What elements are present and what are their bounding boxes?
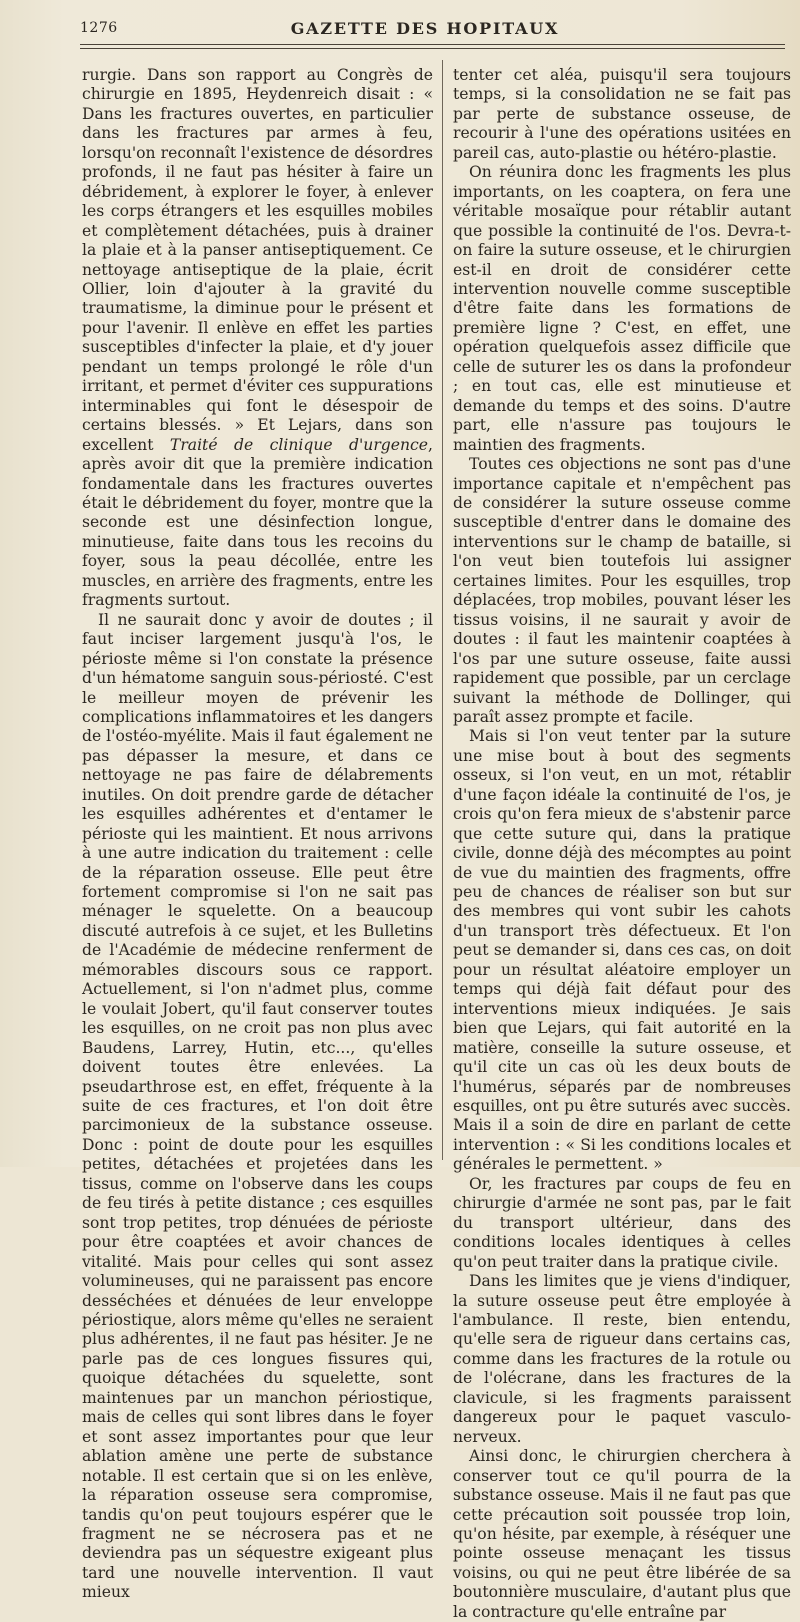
paragraph: Toutes ces objections ne sont pas d'une importance capitale et n'empêchent pas de considérer la suture osseuse comme susceptible d'entrer dans le domaine des interventions sur le champ de bataille, si l'on veut bien toutefois lui assigner certaines limites. Pour les esquilles, trop déplacées, trop mobiles, pouvant léser les tissus voisins, il ne saurait y avoir de doutes : il faut les maintenir coaptées à l'os par une suture osseuse, faite aussi rapidement que possible, par un cerclage suivant la méthode de Dollinger, qui paraît assez prompte et facile. (453, 455, 791, 726)
running-title: GAZETTE DES HOPITAUX (290, 19, 560, 38)
page-header (80, 18, 770, 42)
paragraph: Dans les limites que je viens d'indiquer, la suture osseuse peut être employée à l'ambulance. Il reste, bien entendu, qu'elle sera de rigueur dans certains cas, comme dans les fractures de la rotule ou de l'olécrane, dans les fractures de la clavicule, si les fragments paraissent dangereux pour le paquet vasculo-nerveux. (453, 1272, 791, 1446)
paragraph: On réunira donc les fragments les plus importants, on les coaptera, on fera une véritable mosaïque pour rétablir autant que possible la continuité de l'os. Devra-t-on faire la suture osseuse, et le chirurgien est-il en droit de considérer cette intervention nouvelle comme susceptible d'être faite dans les formations de première ligne ? C'est, en effet, une opération quelquefois assez difficile que celle de suturer les os dans la profondeur ; en tout cas, elle est minutieuse et demande du temps et des soins. D'autre part, elle n'assure pas toujours le maintien des fragments. (453, 163, 791, 454)
paragraph-text: , après avoir dit que la première indication fondamentale dans les fractures ouvertes était le débridement du foyer, montre que la seconde est une désinfection longue, minutieuse, faite dans tous les recoins du foyer, sous la peau décollée, entre les muscles, en arrière des fragments, entre les fragments surtout. (82, 435, 433, 610)
paragraph: tenter cet aléa, puisqu'il sera toujours temps, si la consolidation ne se fait pas par perte de substance osseuse, de recourir à l'une des opérations usitées en pareil cas, auto-plastie ou hétéro-plastie. (453, 66, 791, 162)
left-column (82, 66, 433, 1602)
paragraph-text: rurgie. Dans son rapport au Congrès de chirurgie en 1895, Heydenreich disait : « Dans les fractures ouvertes, en particulier dans les fractures par armes à feu, lorsqu'on reconnaît l'existence de désordres profonds, il ne faut pas hésiter à faire un débridement, à explorer le foyer, à enlever les corps étrangers et les esquilles mobiles et complètement détachées, puis à drainer la plaie et à la panser antiseptiquement. Ce nettoyage antiseptique de la plaie, écrit Ollier, loin d'ajouter à la gravité du traumatisme, la diminue pour le présent et pour l'avenir. Il enlève en effet les parties susceptibles d'infecter la plaie, et d'y jouer pendant un temps prolongé le rôle d'un irritant, et permet d'éviter ces suppurations interminables qui font le désespoir de certains blessés. » Et Lejars, dans son excellent (82, 66, 433, 454)
column-divider (442, 60, 443, 1160)
paragraph: Ainsi donc, le chirurgien cherchera à conserver tout ce qu'il pourra de la substance osseuse. Mais il ne faut pas que cette précaution soit poussée trop loin, qu'on hésite, par exemple, à réséquer une pointe osseuse menaçant les tissus voisins, ou qui ne peut être libérée de sa boutonnière musculaire, d'autant plus que la contracture qu'elle entraîne par (453, 1447, 791, 1621)
paragraph: Mais si l'on veut tenter par la suture une mise bout à bout des segments osseux, si l'on veut, en un mot, rétablir d'une façon idéale la continuité de l'os, je crois qu'on fera mieux de s'abstenir parce que cette suture qui, dans la pratique civile, donne déjà des mécomptes au point de vue du maintien des fragments, offre peu de chances de réaliser son but sur des membres qui vont subir les cahots d'un transport très défectueux. Et l'on peut se demander si, dans ces cas, on doit pour un résultat aléatoire employer un temps qui déjà fait défaut pour des interventions mieux indiquées. Je sais bien que Lejars, qui fait autorité en la matière, conseille la suture osseuse, et qu'il cite un cas où les deux bouts de l'humérus, séparés par de nombreuses esquilles, ont pu être suturés avec succès. Mais il a soin de dire en parlant de cette intervention : « Si les conditions locales et générales le permettent. » (453, 727, 791, 1174)
paragraph: Il ne saurait donc y avoir de doutes ; il faut inciser largement jusqu'à l'os, le périoste même si l'on constate la présence d'un hématome sanguin sous-périosté. C'est le meilleur moyen de prévenir les complications inflammatoires et les dangers de l'ostéo-myélite. Mais il faut également ne pas dépasser la mesure, et dans ce nettoyage ne pas faire de délabrements inutiles. On doit prendre garde de détacher les esquilles adhérentes et d'entamer le périoste qui les maintient. Et nous arrivons à une autre indication du traitement : celle de la réparation osseuse. Elle peut être fortement compromise si l'on ne sait pas ménager le squelette. On a beaucoup discuté autrefois à ce sujet, et les Bulletins de l'Académie de médecine renferment de mémorables discours sous ce rapport. Actuellement, si l'on n'admet plus, comme le voulait Jobert, qu'il faut conserver toutes les esquilles, on ne croit pas non plus avec Baudens, Larrey, Hutin, etc..., qu'elles doivent toutes être enlevées. La pseudarthrose est, en effet, fréquente à la suite de ces fractures, et l'on doit être parcimonieux de la substance osseuse. Donc : point de doute pour les esquilles petites, détachées et projetées dans les tissus, comme on l'observe dans les coups de feu tirés à petite distance ; ces esquilles sont trop petites, trop dénuées de périoste pour être coaptées et avoir chances de vitalité. Mais pour celles qui sont assez volumineuses, qui ne paraissent pas encore desséchées et dénuées de leur enveloppe périostique, alors même qu'elles ne seraient plus adhérentes, il ne faut pas hésiter. Je ne parle pas de ces longues fissures qui, quoique détachées du squelette, sont maintenues par un manchon périostique, mais de celles qui sont libres dans le foyer et sont assez importantes pour que leur ablation amène une perte de substance notable. Il est certain que si on les enlève, la réparation osseuse sera compromise, tandis qu'on peut toujours espérer que le fragment ne se nécrosera pas et ne deviendra pas un séquestre exigeant plus tard une nouvelle intervention. Il vaut mieux (82, 610, 433, 1602)
paragraph (82, 66, 433, 611)
header-rule (80, 44, 785, 45)
paragraph: Or, les fractures par coups de feu en chirurgie d'armée ne sont pas, par le fait du transport ultérieur, dans des conditions locales identiques à celles qu'on peut traiter dans la pratique civile. (453, 1174, 791, 1271)
header-rule-double (80, 48, 785, 49)
right-column (453, 66, 791, 1621)
page-number: 1276 (80, 20, 118, 36)
book-title: Traité de clinique d'urgence (169, 435, 429, 454)
